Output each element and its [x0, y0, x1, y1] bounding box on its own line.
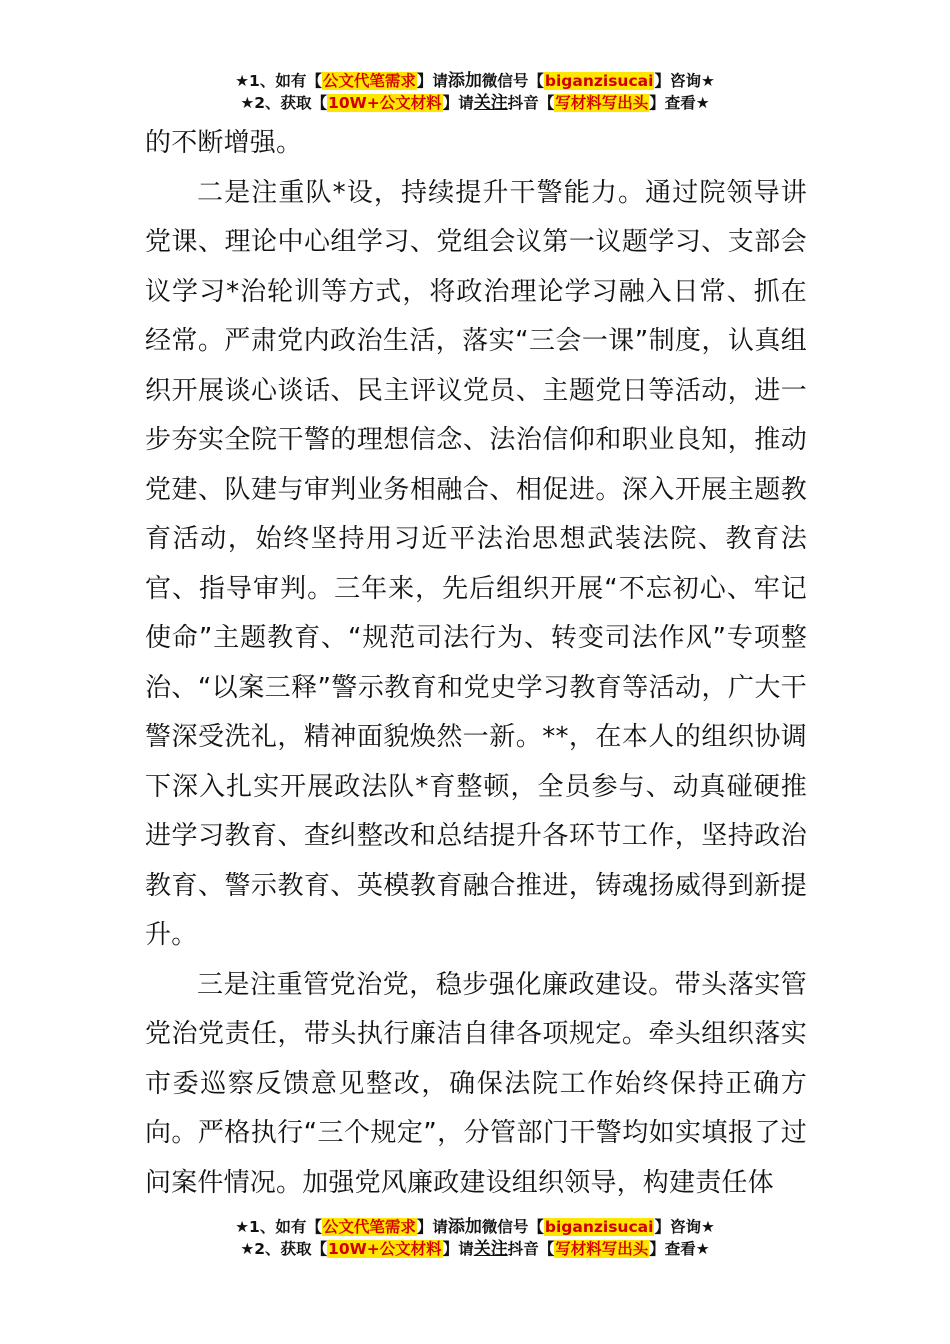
highlight-wechat-id: biganzisucai: [544, 1218, 654, 1236]
banner-text: 】请: [442, 1240, 474, 1258]
document-body: [145, 119, 807, 1208]
banner-emphasis: 关注: [473, 1239, 508, 1259]
banner-text: 微信号【: [481, 1218, 544, 1236]
banner-text: 抖音【: [507, 1240, 555, 1258]
banner-line-1: [0, 70, 950, 92]
banner-text: ★1、如有【: [235, 1218, 322, 1236]
banner-text: ★1、如有【: [235, 72, 322, 90]
banner-line-2: [0, 1238, 950, 1260]
banner-text: ★2、获取【: [240, 94, 328, 112]
body-paragraph: 的不断增强。: [145, 128, 303, 158]
banner-text: 】请: [416, 72, 448, 90]
body-paragraph: 二是注重队*设，持续提升干警能力。通过院领导讲党课、理论中心组学习、党组会议第一议题学习、支部会议学习*治轮训等方式，将政治理论学习融入日常、抓在经常。严肃党内政治生活，落实“三会一课”制度，认真组织开展谈心谈话、民主评议党员、主题党日等活动，进一步夯实全院干警的理想信念、法治信仰和职业良知，推动党建、队建与审判业务相融合、相促进。深入开展主题教育活动，始终坚持用习近平法治思想武装法院、教育法官、指导审判。三年来，先后组织开展“不忘初心、牢记使命”主题教育、“规范司法行为、转变司法作风”专项整治、“以案三释”警示教育和党史学习教育等活动，广大干警深受洗礼，精神面貌焕然一新。**，在本人的组织协调下深入扎实开展政法队*育整顿，全员参与、动真碰硬推进学习教育、查纠整改和总结提升各环节工作，坚持政治教育、警示教育、英模教育融合推进，铸魂扬威得到新提升。: [145, 177, 807, 950]
banner-text: ★2、获取【: [240, 1240, 328, 1258]
highlight-service: 公文代笔需求: [322, 1218, 416, 1236]
banner-text: 微信号【: [481, 72, 544, 90]
banner-emphasis: 添加: [447, 71, 482, 91]
banner-line-1: [0, 1216, 950, 1238]
highlight-materials: 10W+公文材料: [328, 1240, 442, 1258]
banner-emphasis: 关注: [473, 93, 508, 113]
footer-banner: [0, 1216, 950, 1260]
banner-text: 】请: [442, 94, 474, 112]
banner-text: 抖音【: [507, 94, 555, 112]
banner-text: 】请: [416, 1218, 448, 1236]
banner-emphasis: 添加: [447, 1217, 482, 1237]
highlight-douyin-account: 写材料写出头: [555, 1240, 649, 1258]
banner-text: 】咨询★: [654, 72, 715, 90]
body-paragraph: 三是注重管党治党，稳步强化廉政建设。带头落实管党治党责任，带头执行廉洁自律各项规定。牵头组织落实市委巡察反馈意见整改，确保法院工作始终保持正确方向。严格执行“三个规定”，分管部门干警均如实填报了过问案件情况。加强党风廉政建设组织领导，构建责任体: [145, 969, 807, 1198]
banner-text: 】查看★: [649, 1240, 710, 1258]
banner-text: 】查看★: [649, 94, 710, 112]
highlight-douyin-account: 写材料写出头: [555, 94, 649, 112]
header-banner: [0, 70, 950, 114]
highlight-wechat-id: biganzisucai: [544, 72, 654, 90]
banner-text: 】咨询★: [654, 1218, 715, 1236]
highlight-service: 公文代笔需求: [322, 72, 416, 90]
highlight-materials: 10W+公文材料: [328, 94, 442, 112]
banner-line-2: [0, 92, 950, 114]
